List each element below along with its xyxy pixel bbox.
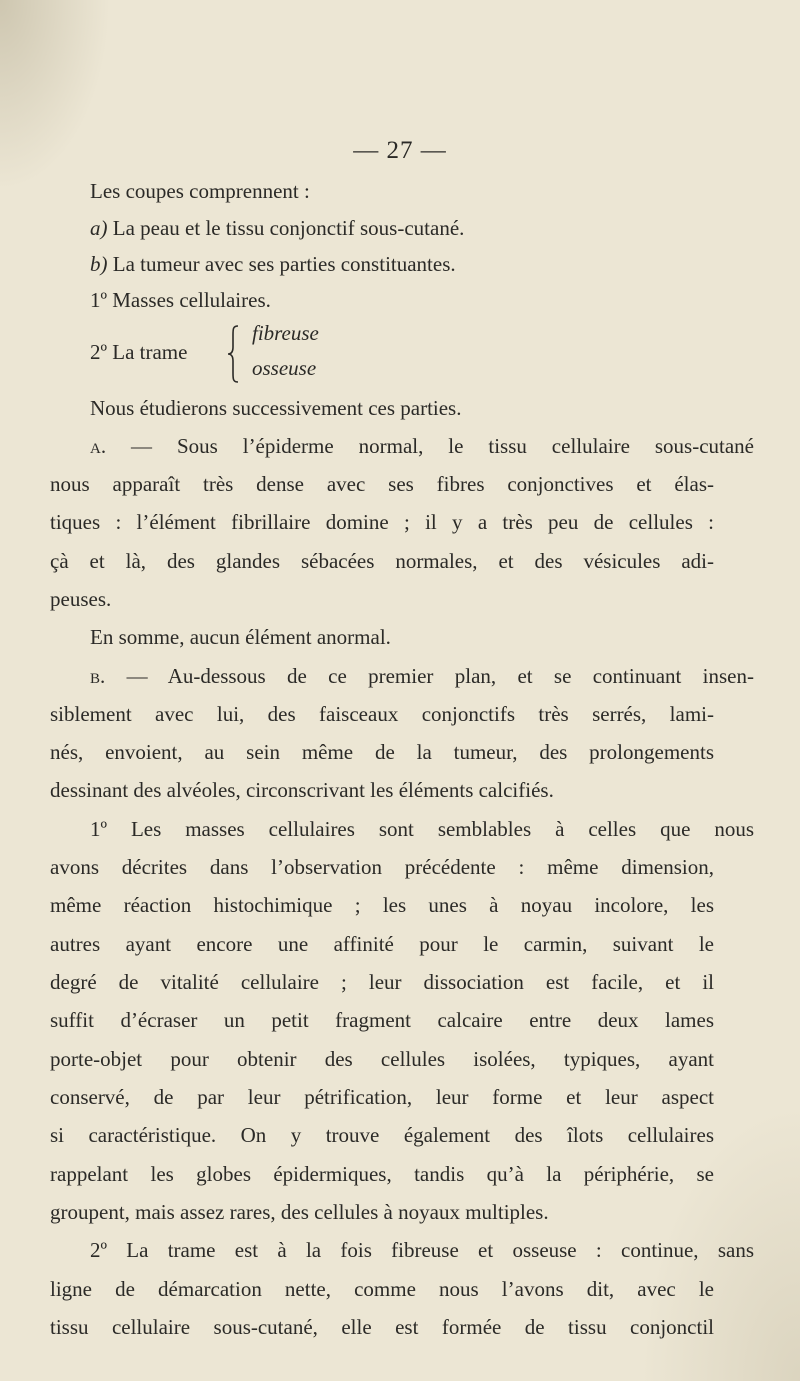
paragraph-a-line-5: peuses. bbox=[50, 587, 112, 611]
list-item-1: 1º Masses cellulaires. bbox=[90, 288, 271, 312]
trame-label: 2º La trame bbox=[90, 340, 188, 364]
paragraph-masses-line-6: suffit d’écraser un petit fragment calcaire entre deux lames bbox=[50, 1008, 714, 1032]
paragraph-masses-line-10: rappelant les globes épidermiques, tandis qu’à la périphérie, se bbox=[50, 1162, 714, 1186]
list-marker-b: b) bbox=[90, 252, 108, 276]
paragraph-masses-line-4: autres ayant encore une affinité pour le carmin, suivant le bbox=[50, 932, 714, 956]
paragraph-intro: Nous étudierons successivement ces parties. bbox=[90, 396, 462, 420]
paragraph-a-line-1: a. — Sous l’épiderme normal, le tissu cellulaire sous-cutané bbox=[90, 434, 754, 458]
paragraph-masses-line-2: avons décrites dans l’observation précédente : même dimension, bbox=[50, 855, 714, 879]
paragraph-masses-line-1: 1º Les masses cellulaires sont semblables à celles que nous bbox=[90, 817, 754, 841]
paragraph-trame-line-3: tissu cellulaire sous-cutané, elle est formée de tissu conjonctil bbox=[50, 1315, 714, 1339]
paragraph-masses-line-5: degré de vitalité cellulaire ; leur dissociation est facile, et il bbox=[50, 970, 714, 994]
curly-brace-icon bbox=[227, 323, 243, 385]
paragraph-masses-line-9: si caractéristique. On y trouve également des îlots cellulaires bbox=[50, 1123, 714, 1147]
list-item-b bbox=[90, 250, 456, 278]
section-letter: b. bbox=[90, 664, 106, 688]
paragraph-masses-line-11: groupent, mais assez rares, des cellules à noyaux multiples. bbox=[50, 1200, 549, 1224]
paragraph-a-line-4: çà et là, des glandes sébacées normales, et des vésicules adi- bbox=[50, 549, 714, 573]
list-item-a bbox=[90, 214, 464, 242]
paragraph-masses-line-7: porte-objet pour obtenir des cellules isolées, typiques, ayant bbox=[50, 1047, 714, 1071]
paragraph-masses-line-3: même réaction histochimique ; les unes à noyau incolore, les bbox=[50, 893, 714, 917]
paragraph-b-line-2: siblement avec lui, des faisceaux conjonctifs très serrés, lami- bbox=[50, 702, 714, 726]
list-text-b: La tumeur avec ses parties constituantes. bbox=[112, 252, 456, 276]
intro-line: Les coupes comprennent : bbox=[90, 179, 310, 203]
paragraph-trame-line-2: ligne de démarcation nette, comme nous l’avons dit, avec le bbox=[50, 1277, 714, 1301]
paragraph-trame-line-1: 2º La trame est à la fois fibreuse et osseuse : continue, sans bbox=[90, 1238, 754, 1262]
paragraph-b-line-1: b. — Au-dessous de ce premier plan, et se continuant insen- bbox=[90, 664, 754, 688]
paragraph-b-line-3: nés, envoient, au sein même de la tumeur, des prolongements bbox=[50, 740, 714, 764]
paragraph-summary: En somme, aucun élément anormal. bbox=[90, 625, 391, 649]
list-marker-a: a) bbox=[90, 216, 108, 240]
trame-option-fibreuse: fibreuse bbox=[252, 321, 319, 345]
page-number: — 27 — bbox=[353, 137, 447, 164]
paragraph-masses-line-8: conservé, de par leur pétrification, leur forme et leur aspect bbox=[50, 1085, 714, 1109]
section-letter: a. bbox=[90, 434, 107, 458]
trame-option-osseuse: osseuse bbox=[252, 356, 317, 380]
list-text-a: La peau et le tissu conjonctif sous-cutané. bbox=[112, 216, 465, 240]
trame-brace-group bbox=[90, 321, 390, 387]
paragraph-b-line-4: dessinant des alvéoles, circonscrivant les éléments calcifiés. bbox=[50, 778, 554, 802]
paragraph-a-line-3: tiques : l’élément fibrillaire domine ; il y a très peu de cellules : bbox=[50, 510, 714, 534]
paragraph-a-line-2: nous apparaît très dense avec ses fibres conjonctives et élas- bbox=[50, 472, 714, 496]
